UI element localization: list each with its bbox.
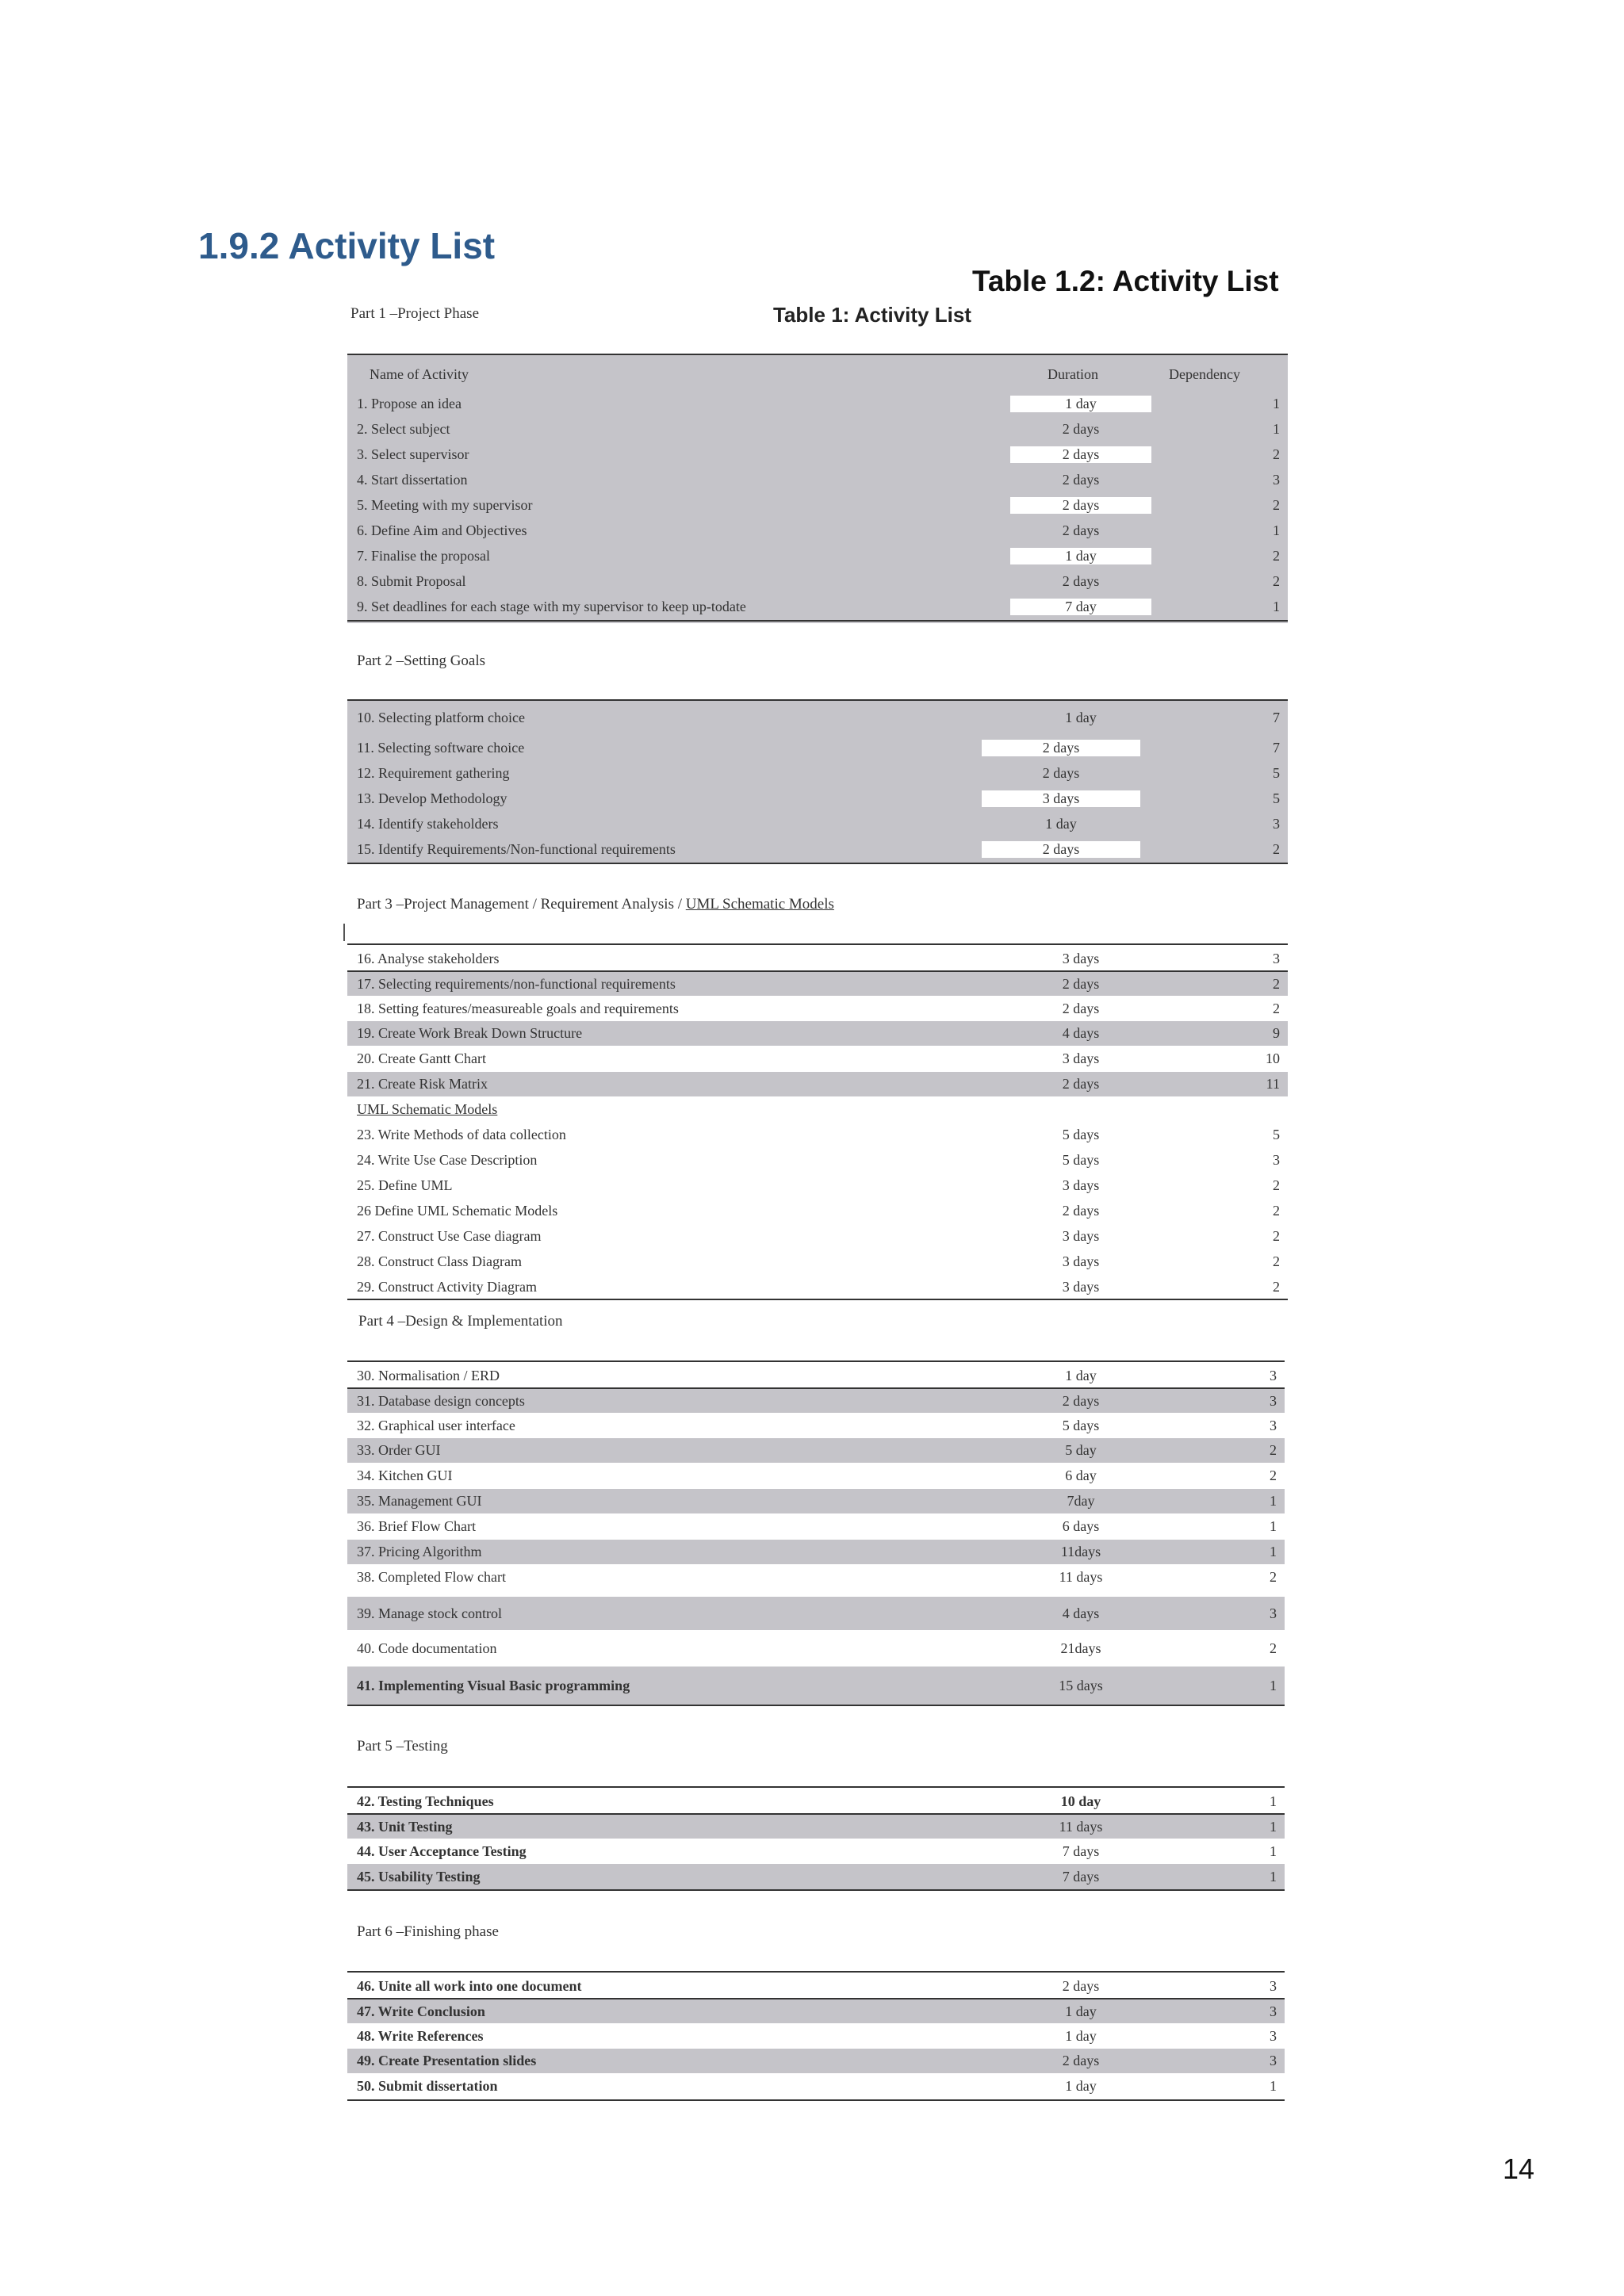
table-row: 45. Usability Testing 7 days 1 — [347, 1864, 1285, 1889]
table-row: 14. Identify stakeholders 1 day 3 — [357, 815, 1280, 832]
part-1-label: Part 1 –Project Phase — [350, 305, 480, 322]
part-2-label: Part 2 –Setting Goals — [357, 652, 486, 669]
table-row: 48. Write References 1 day 3 — [357, 2027, 1277, 2044]
table-row: 35. Management GUI 7day 1 — [347, 1489, 1285, 1513]
part-4-label: Part 4 –Design & Implementation — [358, 1313, 563, 1330]
table-row: 12. Requirement gathering 2 days 5 — [357, 764, 1280, 781]
margin-mark — [343, 924, 345, 941]
part-5-table — [347, 1786, 1285, 1892]
table-rule — [347, 354, 1288, 355]
table-row: 38. Completed Flow chart 11 days 2 — [357, 1569, 1277, 1585]
table-row: 24. Write Use Case Description 5 days 3 — [357, 1152, 1280, 1168]
part-2-table — [347, 699, 1288, 864]
table-row: 21. Create Risk Matrix 2 days 11 — [347, 1072, 1288, 1096]
table-row: 47. Write Conclusion 1 day 3 — [347, 1999, 1285, 2023]
table-row: 5. Meeting with my supervisor 2 days 2 — [357, 496, 1280, 513]
table-rule — [347, 620, 1288, 622]
table-row: 8. Submit Proposal 2 days 2 — [357, 572, 1280, 589]
part-1-table — [347, 354, 1288, 623]
table-row: 15. Identify Requirements/Non-functional requirements 2 days 2 — [357, 840, 1280, 857]
table-row: 13. Develop Methodology 3 days 5 — [357, 790, 1280, 806]
part-6-label: Part 6 –Finishing phase — [357, 1923, 499, 1940]
table-row: 28. Construct Class Diagram 3 days 2 — [357, 1253, 1280, 1269]
table-row: 36. Brief Flow Chart 6 days 1 — [357, 1518, 1277, 1534]
table-row: UML Schematic Models — [357, 1101, 498, 1117]
table-row: 2. Select subject 2 days 1 — [357, 420, 1280, 437]
table-row: 46. Unite all work into one document 2 days 3 — [357, 1977, 1277, 1994]
table-row: 34. Kitchen GUI 6 day 2 — [357, 1468, 1277, 1483]
part-6-table — [347, 1971, 1285, 2103]
table-row: 16. Analyse stakeholders 3 days 3 — [357, 950, 1280, 966]
header-duration: Duration — [1048, 365, 1098, 382]
table-row: 19. Create Work Break Down Structure 4 days 9 — [347, 1021, 1288, 1046]
table-row: 10. Selecting platform choice 1 day 7 — [357, 709, 1280, 725]
table-row: 43. Unit Testing 11 days 1 — [347, 1815, 1285, 1839]
table-row: 11. Selecting software choice 2 days 7 — [357, 739, 1280, 756]
table-row: 23. Write Methods of data collection 5 days 5 — [357, 1127, 1280, 1142]
table-row: 37. Pricing Algorithm 11days 1 — [347, 1540, 1285, 1564]
section-heading: 1.9.2 Activity List — [198, 225, 496, 266]
table-row: 31. Database design concepts 2 days 3 — [347, 1389, 1285, 1413]
page-number: 14 — [1503, 2152, 1535, 2185]
table-row: 1. Propose an idea 1 day 1 — [357, 395, 1280, 411]
table-row: 41. Implementing Visual Basic programming 15 days 1 — [347, 1667, 1285, 1705]
table-row: 44. User Acceptance Testing 7 days 1 — [357, 1843, 1277, 1859]
table-row: 27. Construct Use Case diagram 3 days 2 — [357, 1228, 1280, 1244]
part-5-label: Part 5 –Testing — [357, 1738, 448, 1755]
uml-schematic-link: UML Schematic Models — [685, 896, 834, 913]
table-row: 20. Create Gantt Chart 3 days 10 — [357, 1050, 1280, 1066]
table-row: 29. Construct Activity Diagram 3 days 2 — [357, 1279, 1280, 1295]
table-row: 30. Normalisation / ERD 1 day 3 — [357, 1367, 1277, 1383]
part-4-table — [347, 1360, 1285, 1708]
table-header-row — [347, 363, 1288, 385]
table-row: 4. Start dissertation 2 days 3 — [357, 471, 1280, 488]
header-dependency: Dependency — [1169, 365, 1240, 382]
table-row: 17. Selecting requirements/non-functional requirements 2 days 2 — [347, 972, 1288, 996]
table-row: 3. Select supervisor 2 days 2 — [357, 446, 1280, 462]
part-3-label: Part 3 –Project Management / Requirement Analysis / UML Schematic Models — [357, 896, 834, 913]
table-row: 49. Create Presentation slides 2 days 3 — [347, 2049, 1285, 2073]
table-row: 39. Manage stock control 4 days 3 — [347, 1597, 1285, 1630]
table-row: 9. Set deadlines for each stage with my supervisor to keep up-todate 7 day 1 — [357, 598, 1280, 614]
table-row: 42. Testing Techniques 10 day 1 — [357, 1793, 1277, 1809]
table-caption-1-2: Table 1.2: Activity List — [972, 265, 1279, 297]
table-row: 26 Define UML Schematic Models 2 days 2 — [357, 1203, 1280, 1219]
table-row: 32. Graphical user interface 5 days 3 — [357, 1417, 1277, 1433]
table-row: 6. Define Aim and Objectives 2 days 1 — [357, 522, 1280, 538]
table-row: 7. Finalise the proposal 1 day 2 — [357, 547, 1280, 564]
table-row: 18. Setting features/measureable goals and requirements 2 days 2 — [357, 1000, 1280, 1016]
table-row: 50. Submit dissertation 1 day 1 — [357, 2078, 1277, 2094]
part-3-table — [347, 943, 1288, 1300]
header-name: Name of Activity — [370, 365, 469, 382]
table-caption-1: Table 1: Activity List — [773, 303, 971, 327]
table-row: 33. Order GUI 5 day 2 — [347, 1438, 1285, 1463]
table-row: 40. Code documentation 21days 2 — [357, 1640, 1277, 1656]
table-row: 25. Define UML 3 days 2 — [357, 1177, 1280, 1193]
